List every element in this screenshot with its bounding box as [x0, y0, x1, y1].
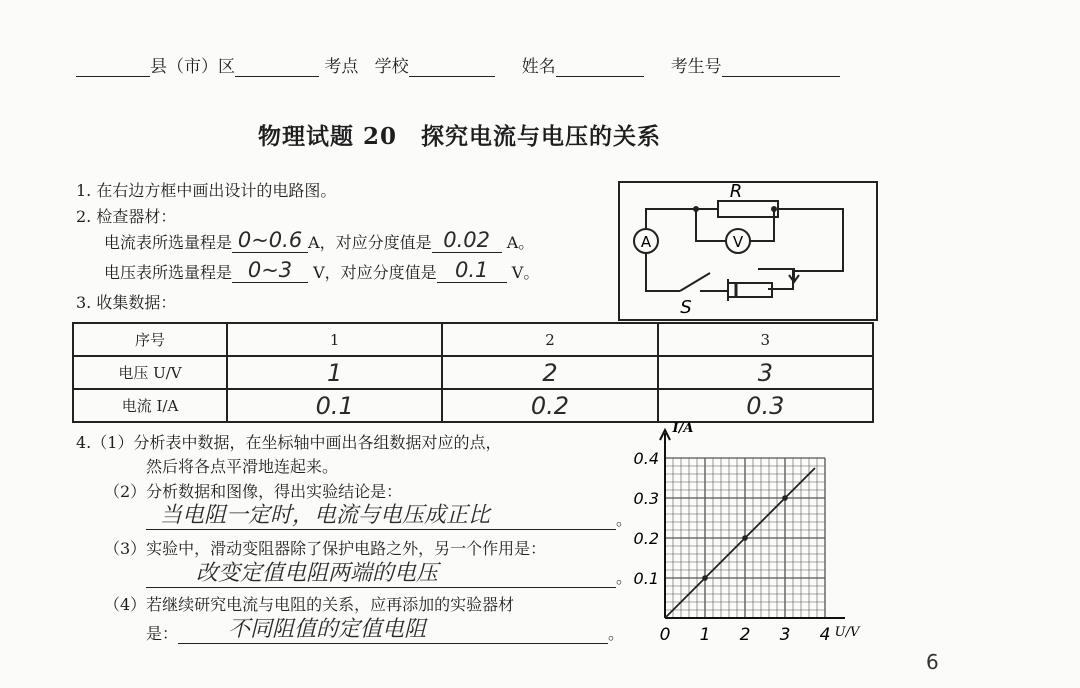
voltage-value: 3 — [757, 358, 773, 387]
switch-label: S — [680, 297, 692, 318]
table-cell — [442, 356, 657, 389]
x-tick-label: 3 — [779, 625, 791, 645]
voltmeter-division-text: ，对应分度值是 — [324, 263, 437, 282]
answer-4: 不同阻值的定值电阻 — [178, 612, 608, 644]
name-field — [556, 76, 644, 77]
table-cell — [227, 389, 442, 422]
county-label: 县（市）区 — [150, 57, 235, 77]
exam-no-label: 考生号 — [670, 57, 722, 77]
school-label: 学校 — [374, 57, 409, 77]
name-label: 姓名 — [521, 57, 556, 77]
exam-site-label: 考点 — [324, 57, 359, 77]
ammeter-unit: A — [308, 233, 320, 252]
answer-2: 当电阻一定时，电流与电压成正比 — [146, 498, 616, 530]
voltage-value: 2 — [542, 358, 558, 387]
table-header-cell: 3 — [658, 323, 873, 356]
ammeter-line — [104, 228, 534, 253]
row-label: 电流 I/A — [73, 389, 227, 422]
table-header-cell: 2 — [442, 323, 657, 356]
voltmeter-division-answer: 0.1 — [437, 258, 507, 283]
table-header-cell: 1 — [227, 323, 442, 356]
question-1: 1. 在右边方框中画出设计的电路图。 — [76, 181, 337, 200]
header-line — [76, 52, 840, 77]
exam-no-field — [722, 76, 840, 77]
voltmeter-prefix: 电压表所选量程是 — [104, 263, 233, 282]
table-cell — [227, 356, 442, 389]
page-title: 物理试题 20 探究电流与电压的关系 — [258, 123, 662, 150]
question-4-part-3: （3）实验中，滑动变阻器除了保护电路之外，另一个作用是： — [104, 539, 547, 558]
answer-3: 改变定值电阻两端的电压 — [146, 556, 616, 588]
y-axis-label: I/A — [672, 421, 694, 436]
county-blank — [76, 76, 150, 77]
question-2-label: 2. 检查器材： — [76, 207, 177, 226]
current-value: 0.3 — [746, 391, 785, 420]
answer-2-line — [146, 498, 632, 530]
y-tick-label: 0.4 — [633, 449, 659, 468]
period: 。 — [616, 568, 633, 587]
y-tick-label: 0.3 — [633, 489, 659, 508]
y-tick-label: 0.2 — [633, 529, 659, 548]
ammeter-prefix: 电流表所选量程是 — [104, 233, 233, 252]
answer-3-line — [146, 556, 632, 588]
ammeter-division-text: ，对应分度值是 — [319, 233, 432, 252]
current-value: 0.2 — [530, 391, 570, 420]
row-label: 电压 U/V — [73, 356, 227, 389]
x-tick-label: 2 — [739, 625, 751, 645]
voltmeter-unit: V — [313, 263, 325, 282]
data-point — [742, 535, 748, 541]
current-value: 0.1 — [315, 391, 354, 420]
question-4-part-2: （2）分析数据和图像，得出实验结论是： — [104, 482, 403, 501]
question-4-part-1: 4.（1）分析表中数据，在坐标轴中画出各组数据对应的点， — [76, 433, 502, 452]
resistor-label: R — [729, 181, 743, 202]
x-tick-label: 4 — [819, 625, 831, 645]
x-tick-label: 0 — [659, 625, 671, 645]
school-field — [409, 76, 495, 77]
ammeter-label: A — [640, 233, 652, 251]
table-header-cell: 序号 — [73, 323, 227, 356]
period: 。 — [616, 510, 633, 529]
county-field — [235, 76, 319, 77]
ammeter-unit-end: A。 — [506, 233, 535, 252]
question-4-part-4-cont: 是： — [146, 624, 179, 643]
ammeter-range-answer: 0~0.6 — [232, 228, 308, 253]
question-4-part-4: （4）若继续研究电流与电阻的关系，应再添加的实验器材 — [104, 595, 515, 614]
table-cell — [658, 356, 873, 389]
ammeter-division-answer: 0.02 — [432, 228, 502, 253]
table-header-row — [73, 323, 873, 356]
voltmeter-line — [104, 258, 539, 283]
data-table — [72, 322, 874, 423]
data-point — [782, 495, 788, 501]
table-row-voltage — [73, 356, 873, 389]
answer-4-line — [146, 612, 624, 644]
x-axis-label: U/V — [834, 625, 860, 640]
iu-chart — [620, 418, 880, 653]
page-number: 6 — [926, 650, 939, 674]
data-point — [702, 575, 708, 581]
y-tick-label: 0.1 — [633, 569, 659, 588]
x-tick-label: 1 — [699, 625, 711, 645]
voltmeter-label: V — [732, 233, 744, 251]
question-3: 3. 收集数据： — [76, 293, 177, 312]
period: 。 — [608, 624, 625, 643]
data-line — [665, 468, 815, 618]
circuit-diagram — [618, 181, 876, 321]
question-4-part-1-cont: 然后将各点平滑地连起来。 — [146, 457, 339, 476]
voltmeter-unit-end: V。 — [511, 263, 540, 282]
voltmeter-range-answer: 0~3 — [232, 258, 308, 283]
voltage-value: 1 — [327, 358, 343, 387]
